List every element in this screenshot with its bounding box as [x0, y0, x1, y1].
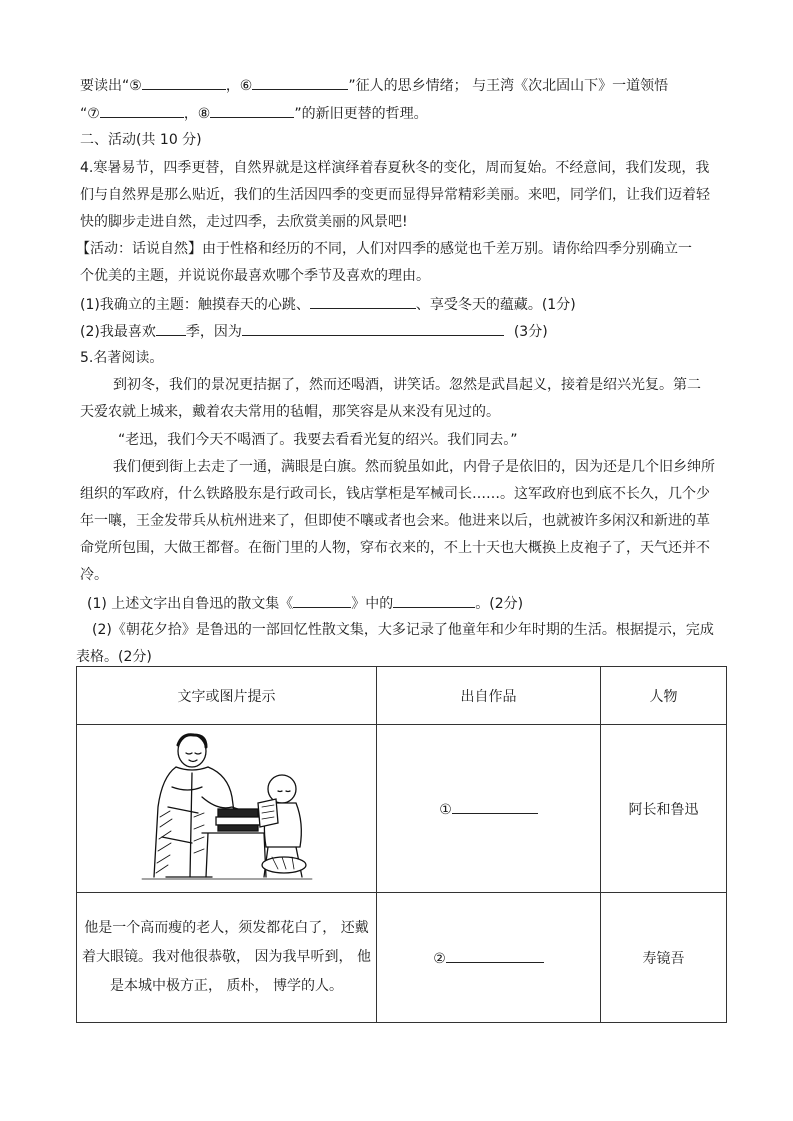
section-heading: 二、活动(共 10 分) [80, 132, 202, 148]
theme-answer-blank[interactable] [310, 294, 416, 309]
text-segment: 。(2分) [475, 596, 524, 612]
reason-answer-blank[interactable] [242, 321, 504, 336]
text-segment: (1) 上述文字出自鲁迅的散文集《 [87, 596, 294, 612]
passage-text: 年一嚷，王金发带兵从杭州进来了，但即使不嚷或者也会来。他进来以后，也就被许多闲汉和新进的革 [80, 513, 710, 529]
subquestion-5-2: (2)《朝花夕拾》是鲁迅的一部回忆性散文集，大多记录了他童年和少年时期的生活。根据提示，完成 [92, 622, 714, 638]
table-header-hint: 文字或图片提示 [77, 667, 377, 725]
text-segment: 季，因为 [185, 324, 242, 340]
subquestion-2 [80, 321, 548, 342]
work-cell [377, 725, 601, 893]
answer-blank-6[interactable] [252, 75, 348, 90]
passage-text: 组织的军政府，什么铁路股东是行政司长，钱店掌柜是军械司长……。这军政府也到底不长久，几个少 [80, 486, 710, 502]
text-segment: ，⑥ [225, 78, 253, 94]
answer-blank-5[interactable] [142, 75, 226, 90]
question-4-text: 快的脚步走进自然，走过四季，去欣赏美丽的风景吧! [80, 214, 408, 230]
work-answer-blank-1[interactable] [452, 799, 538, 814]
passage-text: 天爱农就上城来，戴着农夫常用的毡帽，那笑容是从来没有见过的。 [80, 404, 500, 420]
subquestion-5-1 [87, 593, 523, 614]
table-header-row [77, 667, 727, 725]
work-answer-blank-2[interactable] [446, 948, 544, 963]
poem-question-line-2 [80, 103, 428, 124]
table-row [77, 893, 727, 1023]
hint-text-cell [77, 893, 377, 1023]
illustration-cell [77, 725, 377, 893]
ah-chang-and-lu-xun-illustration [132, 727, 322, 887]
table-row [77, 725, 727, 893]
subquestion-5-2: 表格。(2分) [76, 649, 152, 665]
text-segment: (1)我确立的主题：触摸春天的心跳、 [80, 297, 310, 313]
passage-text: “老迅，我们今天不喝酒了。我要去看看光复的绍兴。我们同去。” [118, 432, 518, 448]
text-segment: 要读出“⑤ [80, 78, 142, 94]
person-cell: 寿镜吾 [601, 893, 727, 1023]
text-segment: ，⑧ [183, 106, 211, 122]
text-segment: (2)我最喜欢 [80, 324, 156, 340]
work-prefix: ② [433, 951, 446, 967]
work-prefix: ① [439, 802, 452, 818]
season-answer-blank[interactable] [156, 321, 186, 336]
essay-answer-blank[interactable] [393, 593, 475, 608]
table-header-person: 人物 [601, 667, 727, 725]
subquestion-1 [80, 294, 576, 315]
table-header-work: 出自作品 [377, 667, 601, 725]
answer-blank-7[interactable] [100, 103, 184, 118]
passage-text: 命党所包围，大做王都督。在衙门里的人物，穿布衣来的，不上十天也大概换上皮袍子了，天气还并不 [80, 540, 710, 556]
text-segment: 》中的 [351, 596, 394, 612]
text-segment: ”的新旧更替的哲理。 [294, 106, 428, 122]
text-segment: “⑦ [80, 106, 100, 122]
question-5-heading: 5.名著阅读。 [80, 350, 164, 366]
passage-text: 到初冬，我们的景况更拮据了，然而还喝酒，讲笑话。忽然是武昌起义，接着是绍兴光复。第二 [113, 377, 701, 393]
text-segment: 、享受冬天的蕴藏。(1分) [415, 297, 576, 313]
passage-text: 冷。 [80, 567, 108, 583]
text-segment: ”征人的思乡情绪； 与王湾《次北固山下》一道领悟 [348, 78, 669, 94]
question-4-text: 4.寒暑易节，四季更替，自然界就是这样演绎着春夏秋冬的变化，周而复始。不经意间，我们发现，我 [80, 160, 710, 176]
hint-text: 他是一个高而瘦的老人，须发都花白了， 还戴着大眼镜。我对他很恭敬， 因为我早听到， 他是本城中极方正， 质朴， 博学的人。 [82, 920, 371, 994]
question-4-text: 们与自然界是那么贴近，我们的生活因四季的变更而显得异常精彩美丽。来吧，同学们，让我们迈着轻 [80, 187, 710, 203]
person-cell: 阿长和鲁迅 [601, 725, 727, 893]
collection-answer-blank[interactable] [293, 593, 351, 608]
answer-blank-8[interactable] [210, 103, 294, 118]
activity-text: 【活动：话说自然】由于性格和经历的不同，人们对四季的感觉也千差万别。请你给四季分别确立一 [76, 241, 692, 257]
reading-table [76, 666, 727, 1023]
text-segment: (3分) [513, 324, 548, 340]
activity-text: 个优美的主题，并说说你最喜欢哪个季节及喜欢的理由。 [80, 268, 430, 284]
work-cell [377, 893, 601, 1023]
poem-question-line-1 [80, 75, 668, 96]
passage-text: 我们便到街上去走了一通，满眼是白旗。然而貌虽如此，内骨子是依旧的，因为还是几个旧乡绅所 [113, 459, 715, 475]
